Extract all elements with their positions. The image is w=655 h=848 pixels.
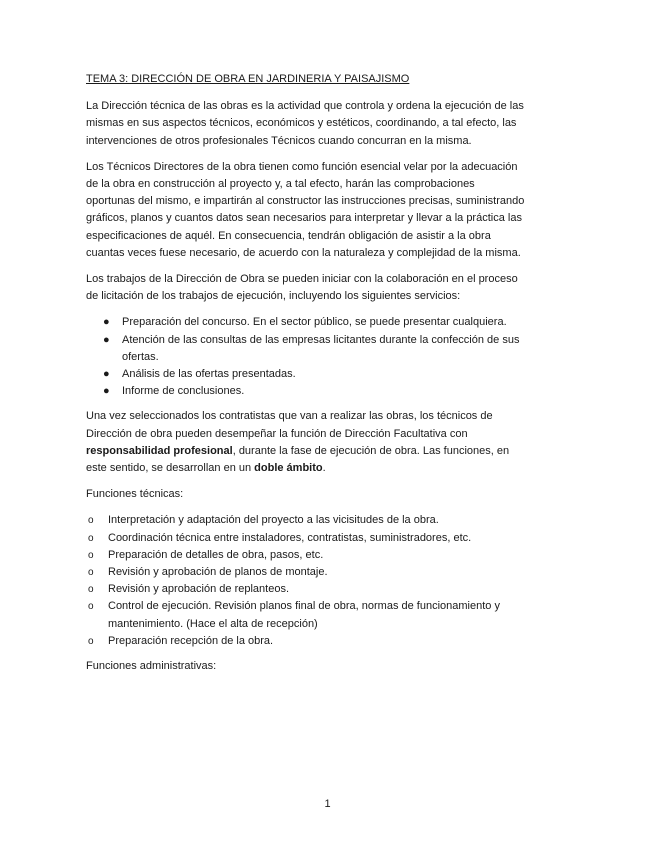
paragraph-dual-scope bbox=[86, 408, 526, 477]
circle-bullet-icon: o bbox=[88, 567, 94, 579]
list-item bbox=[86, 314, 526, 331]
circle-bullet-icon: o bbox=[88, 635, 94, 647]
administrative-functions-heading: Funciones administrativas: bbox=[86, 660, 217, 673]
list-item-text: Preparación del concurso. En el sector público, se puede presentar cualquiera. bbox=[122, 316, 507, 329]
technical-functions-list bbox=[86, 512, 526, 650]
list-item bbox=[86, 530, 526, 547]
document-body bbox=[86, 71, 526, 684]
list-item bbox=[86, 633, 526, 650]
services-list bbox=[86, 314, 526, 400]
bullet-icon: ● bbox=[103, 368, 110, 381]
list-item bbox=[86, 581, 526, 598]
list-item bbox=[86, 366, 526, 383]
list-item bbox=[86, 383, 526, 400]
list-item-text: Preparación de detalles de obra, pasos, etc. bbox=[108, 548, 324, 561]
circle-bullet-icon: o bbox=[88, 601, 94, 613]
paragraph-directors: Los Técnicos Directores de la obra tienen como función esencial velar por la adecuación de la obra en construcción al proyecto y, a tal efecto, harán las comprobaciones oportunas del mismo, e impartirán al constructor las instrucciones precisas, suministrando gráficos, planos y cuantos datos sean necesarios para interpretar y llevar a la práctica las especificaciones de aquél. En consecuencia, tendrán obligación de asistir a la obra cuantas veces fuese necesario, de acuerdo con la naturaleza y complejidad de la misma. bbox=[86, 160, 525, 259]
paragraph-intro: La Dirección técnica de las obras es la actividad que controla y ordena la ejecución de las mismas en sus aspectos técnicos, económicos y estéticos, coordinando, a tal efecto, las intervenciones de otros profesionales Técnicos cuando concurran en la misma. bbox=[86, 100, 524, 147]
list-item-text: Interpretación y adaptación del proyecto a las vicisitudes de la obra. bbox=[108, 514, 439, 527]
list-item-text: Preparación recepción de la obra. bbox=[108, 634, 274, 647]
list-item bbox=[86, 564, 526, 581]
list-item bbox=[86, 598, 526, 632]
text-segment: . bbox=[322, 462, 326, 475]
list-item bbox=[86, 332, 526, 366]
technical-functions-heading: Funciones técnicas: bbox=[86, 488, 184, 501]
circle-bullet-icon: o bbox=[88, 515, 94, 527]
circle-bullet-icon: o bbox=[88, 532, 94, 544]
bullet-icon: ● bbox=[103, 385, 110, 398]
list-item-text: Informe de conclusiones. bbox=[122, 385, 245, 398]
paragraph-services-intro: Los trabajos de la Dirección de Obra se pueden iniciar con la colaboración en el proceso de licitación de los trabajos de ejecución, incluyendo los siguientes servicios: bbox=[86, 273, 518, 303]
text-segment: , durante la fase de ejecución de obra. Las funciones, en este sentido, se desarrollan en un bbox=[86, 444, 510, 475]
list-item bbox=[86, 547, 526, 564]
list-item-text: Control de ejecución. Revisión planos final de obra, normas de funcionamiento y mantenimiento. (Hace el alta de recepción) bbox=[108, 600, 500, 630]
bold-professional-responsibility: responsabilidad profesional bbox=[86, 444, 233, 457]
list-item-text: Revisión y aprobación de planos de montaje. bbox=[108, 566, 328, 579]
bold-dual-scope: doble ámbito bbox=[254, 462, 323, 475]
circle-bullet-icon: o bbox=[88, 549, 94, 561]
list-item-text: Atención de las consultas de las empresas licitantes durante la confección de sus ofertas. bbox=[122, 333, 520, 363]
list-item-text: Revisión y aprobación de replanteos. bbox=[108, 583, 290, 596]
document-title: TEMA 3: DIRECCIÓN DE OBRA EN JARDINERIA Y PAISAJISMO bbox=[86, 73, 410, 85]
list-item-text: Análisis de las ofertas presentadas. bbox=[122, 368, 296, 381]
bullet-icon: ● bbox=[103, 333, 110, 346]
list-item-text: Coordinación técnica entre instaladores, contratistas, suministradores, etc. bbox=[108, 531, 472, 544]
circle-bullet-icon: o bbox=[88, 584, 94, 596]
list-item bbox=[86, 512, 526, 529]
bullet-icon: ● bbox=[103, 316, 110, 329]
page-number: 1 bbox=[324, 798, 331, 810]
text-segment: Una vez seleccionados los contratistas que van a realizar las obras, los técnicos de Dirección de obra pueden desempeñar la función de Dirección Facultativa con bbox=[86, 410, 493, 440]
